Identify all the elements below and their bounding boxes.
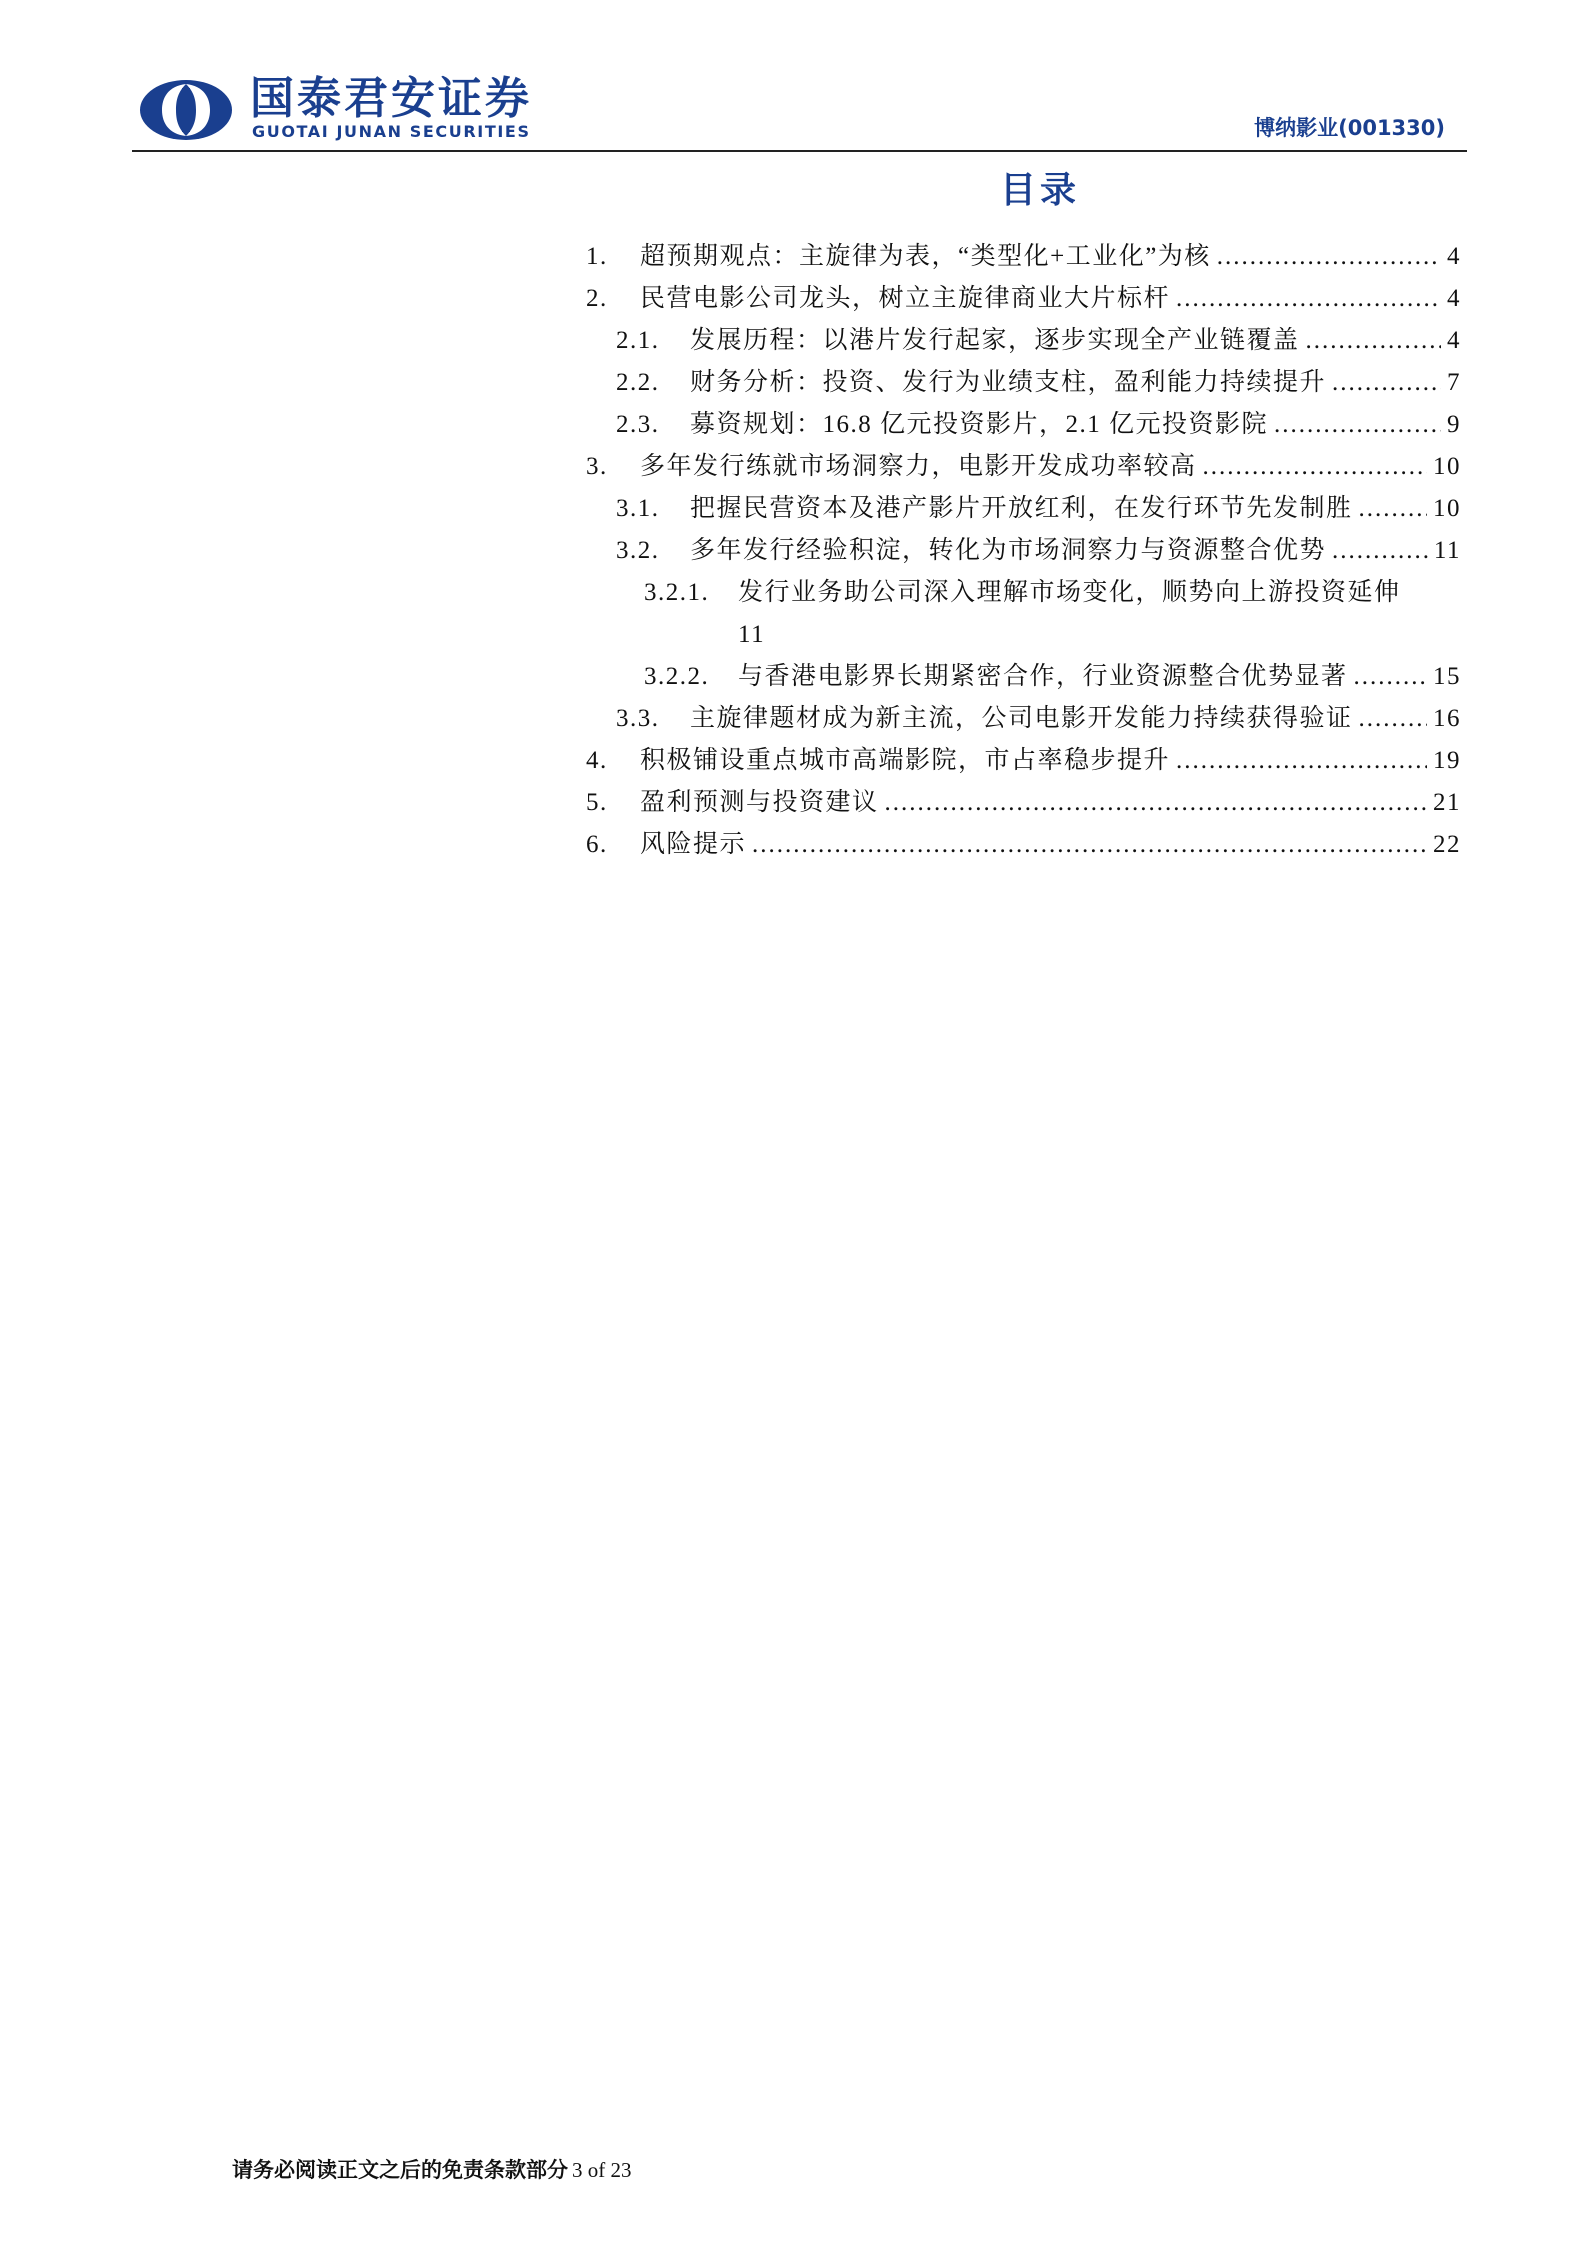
toc-entry-page: 10 [1433,495,1461,522]
toc-entry-title: 多年发行经验积淀，转化为市场洞察力与资源整合优势 [690,537,1327,564]
toc-leader-dots [1332,362,1441,404]
stock-label: 博纳影业(001330) [1254,116,1445,140]
toc-entry-title: 发行业务助公司深入理解市场变化，顺势向上游投资延伸 [738,579,1401,606]
toc-entry-number: 2.2. [616,369,660,396]
company-name-en: GUOTAI JUNAN SECURITIES [252,122,531,141]
toc-entry-number: 3.2.2. [644,663,710,690]
toc-entry-number: 3.2.1. [644,579,710,606]
toc-leader-dots [1176,278,1441,320]
toc-entry[interactable] [586,530,1461,572]
toc-entry-title: 超预期观点：主旋律为表，“类型化+工业化”为核 [640,243,1211,270]
toc-entry-number: 3.1. [616,495,660,522]
toc-entry-page: 19 [1433,747,1461,774]
header-divider [132,150,1467,152]
toc-entry-number: 2. [586,285,608,312]
toc-leader-dots [1332,530,1428,572]
toc-entry[interactable] [586,320,1461,362]
toc-entry-number: 1. [586,243,608,270]
toc-entry[interactable] [586,572,1461,656]
toc-entry-page: 7 [1447,369,1461,396]
toc-entry-page: 22 [1433,831,1461,858]
toc-leader-dots [885,782,1427,824]
toc-entry-number: 4. [586,747,608,774]
toc-leader-dots [1217,236,1441,278]
toc-entry-page: 4 [1447,243,1461,270]
toc-entry[interactable] [586,236,1461,278]
toc-entry-number: 2.1. [616,327,660,354]
toc-entry-title: 风险提示 [640,831,747,858]
toc-entry-page: 21 [1433,789,1461,816]
toc-entry-title: 多年发行练就市场洞察力，电影开发成功率较高 [640,453,1197,480]
toc-leader-dots [1359,488,1427,530]
toc-entry-title: 发展历程：以港片发行起家，逐步实现全产业链覆盖 [690,327,1300,354]
toc-entry-title: 与香港电影界长期紧密合作，行业资源整合优势显著 [738,663,1348,690]
toc-entry-page: 16 [1433,705,1461,732]
company-name-cn: 国泰君安证券 [250,73,532,124]
toc-leader-dots [1306,320,1441,362]
toc-leader-dots [1203,446,1427,488]
toc-entry[interactable] [586,488,1461,530]
company-logo-icon [138,78,234,142]
toc-leader-dots [752,824,1427,866]
toc-entry[interactable] [586,404,1461,446]
toc-entry-number: 2.3. [616,411,660,438]
toc-entry[interactable] [586,698,1461,740]
toc-entry-title: 募资规划：16.8 亿元投资影片，2.1 亿元投资影院 [690,411,1269,438]
toc-entry-page: 4 [1447,327,1461,354]
page-footer [232,2154,632,2184]
page-header [132,68,1467,150]
toc-entry-title: 主旋律题材成为新主流，公司电影开发能力持续获得验证 [690,705,1353,732]
toc-entry-title: 财务分析：投资、发行为业绩支柱，盈利能力持续提升 [690,369,1327,396]
toc-leader-dots [1359,698,1427,740]
toc-title: 目录 [999,170,1080,211]
toc-entry-title: 盈利预测与投资建议 [640,789,879,816]
table-of-contents [586,236,1461,866]
toc-entry-title: 民营电影公司龙头，树立主旋律商业大片标杆 [640,285,1171,312]
toc-entry-page: 9 [1447,411,1461,438]
toc-entry-number: 6. [586,831,608,858]
toc-entry-title: 积极铺设重点城市高端影院，市占率稳步提升 [640,747,1171,774]
toc-leader-dots [1274,404,1441,446]
toc-entry-number: 3. [586,453,608,480]
toc-leader-dots [1176,740,1427,782]
disclaimer-notice: 请务必阅读正文之后的免责条款部分 [232,2157,568,2182]
toc-entry[interactable] [586,782,1461,824]
toc-entry[interactable] [586,446,1461,488]
toc-entry-page: 10 [1433,453,1461,480]
toc-entry[interactable] [586,278,1461,320]
toc-entry-title: 把握民营资本及港产影片开放红利，在发行环节先发制胜 [690,495,1353,522]
toc-entry-page: 4 [1447,285,1461,312]
toc-entry-page: 15 [1433,663,1461,690]
toc-entry[interactable] [586,740,1461,782]
toc-entry-number: 5. [586,789,608,816]
toc-entry[interactable] [586,362,1461,404]
toc-entry[interactable] [586,824,1461,866]
toc-entry[interactable] [586,656,1461,698]
toc-entry-page: 11 [738,621,766,648]
toc-entry-number: 3.3. [616,705,660,732]
toc-leader-dots [1354,656,1427,698]
toc-entry-page: 11 [1433,537,1461,564]
page-number: 3 of 23 [572,2158,632,2182]
toc-entry-number: 3.2. [616,537,660,564]
